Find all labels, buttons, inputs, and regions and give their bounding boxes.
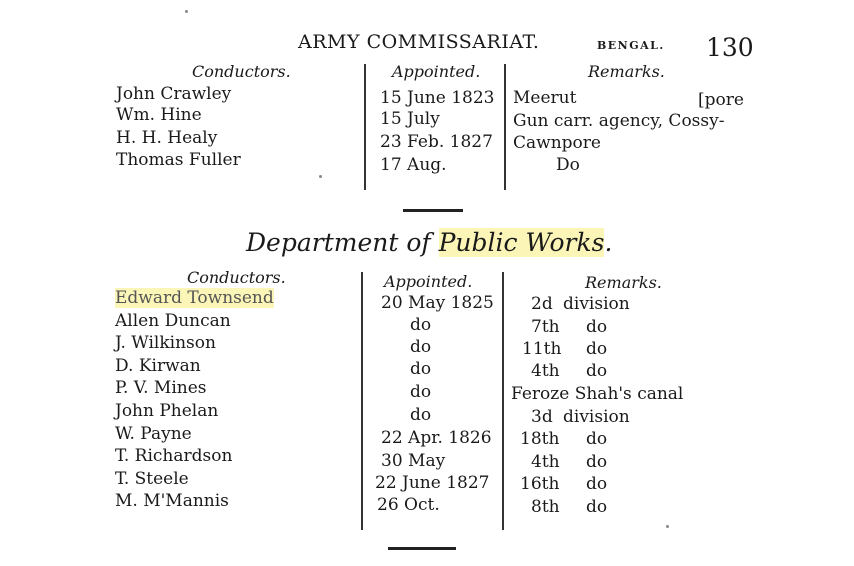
conductor-name: John Phelan [115, 401, 219, 421]
remarks: Cawnpore [513, 133, 601, 153]
remarks-detail: division [563, 294, 630, 314]
remarks-division: 11th [522, 339, 562, 359]
conductor-name: D. Kirwan [115, 356, 201, 376]
paper-speck [185, 10, 188, 13]
column-header-appointed: Appointed. [392, 62, 481, 81]
remarks-division: 2d [531, 294, 553, 314]
column-header-conductors: Conductors. [192, 62, 291, 81]
column-divider [361, 272, 363, 530]
conductor-name: H. H. Healy [116, 128, 218, 148]
conductor-name: Wm. Hine [116, 105, 202, 125]
remarks-division: 7th [531, 317, 560, 337]
appointed-date: do [410, 405, 432, 425]
appointed-date: do [410, 359, 432, 379]
paper-speck [666, 525, 669, 528]
appointed-date: 20 May 1825 [381, 293, 494, 313]
appointed-date: 22 June 1827 [375, 473, 490, 493]
remarks: Gun carr. agency, Cossy- [513, 111, 725, 131]
conductor-name: J. Wilkinson [115, 333, 216, 353]
column-header-remarks: Remarks. [588, 62, 665, 81]
appointed-date: 17 Aug. [380, 155, 447, 175]
remarks-detail: do [586, 429, 608, 449]
appointed-date: 23 Feb. 1827 [380, 132, 493, 152]
remarks-division: Feroze Shah's canal [511, 384, 684, 404]
conductor-name: T. Steele [115, 469, 189, 489]
paper-speck [319, 175, 322, 178]
remarks-division: 18th [520, 429, 560, 449]
appointed-date: 15 July [380, 109, 440, 129]
remarks: Meerut [513, 88, 577, 108]
appointed-date: do [410, 382, 432, 402]
conductor-name: M. M'Mannis [115, 491, 229, 511]
remarks-division: 4th [531, 361, 560, 381]
appointed-date: do [410, 337, 432, 357]
section-divider [388, 547, 456, 550]
remarks-division: 16th [520, 474, 560, 494]
running-head-region: BENGAL. [597, 39, 665, 52]
section-title-prefix: Department of [246, 228, 439, 257]
remarks-detail: do [586, 474, 608, 494]
remarks-detail: division [563, 407, 630, 427]
column-divider [364, 64, 366, 190]
column-divider [504, 64, 506, 190]
conductor-name: T. Richardson [115, 446, 233, 466]
remarks-continuation: [pore [698, 90, 744, 110]
column-divider [502, 272, 504, 530]
conductor-name: Allen Duncan [115, 311, 231, 331]
column-header-appointed: Appointed. [384, 272, 473, 291]
remarks-detail: do [586, 317, 608, 337]
remarks-detail: do [586, 497, 608, 517]
appointed-date: 26 Oct. [377, 495, 440, 515]
remarks-detail: do [586, 361, 608, 381]
remarks-division: 8th [531, 497, 560, 517]
section-title-suffix: . [604, 228, 613, 257]
conductor-name: W. Payne [115, 424, 192, 444]
appointed-date: 15 June 1823 [380, 88, 495, 108]
remarks-division: 4th [531, 452, 560, 472]
conductor-name: John Crawley [116, 84, 232, 104]
column-header-remarks: Remarks. [585, 273, 662, 292]
conductor-name: Edward Townsend [115, 288, 274, 308]
appointed-date: 22 Apr. 1826 [381, 428, 492, 448]
remarks: Do [556, 155, 580, 175]
conductor-name: P. V. Mines [115, 378, 207, 398]
section-title-highlight: Public Works [438, 228, 605, 257]
section-divider [403, 209, 463, 212]
running-head-title: ARMY COMMISSARIAT. [298, 31, 540, 53]
remarks-detail: do [586, 452, 608, 472]
appointed-date: do [410, 315, 432, 335]
section-title [246, 228, 612, 257]
remarks-division: 3d [531, 407, 553, 427]
remarks-detail: do [586, 339, 608, 359]
conductor-name: Thomas Fuller [116, 150, 241, 170]
column-header-conductors: Conductors. [187, 268, 286, 287]
page-number: 130 [706, 33, 754, 62]
appointed-date: 30 May [381, 451, 446, 471]
